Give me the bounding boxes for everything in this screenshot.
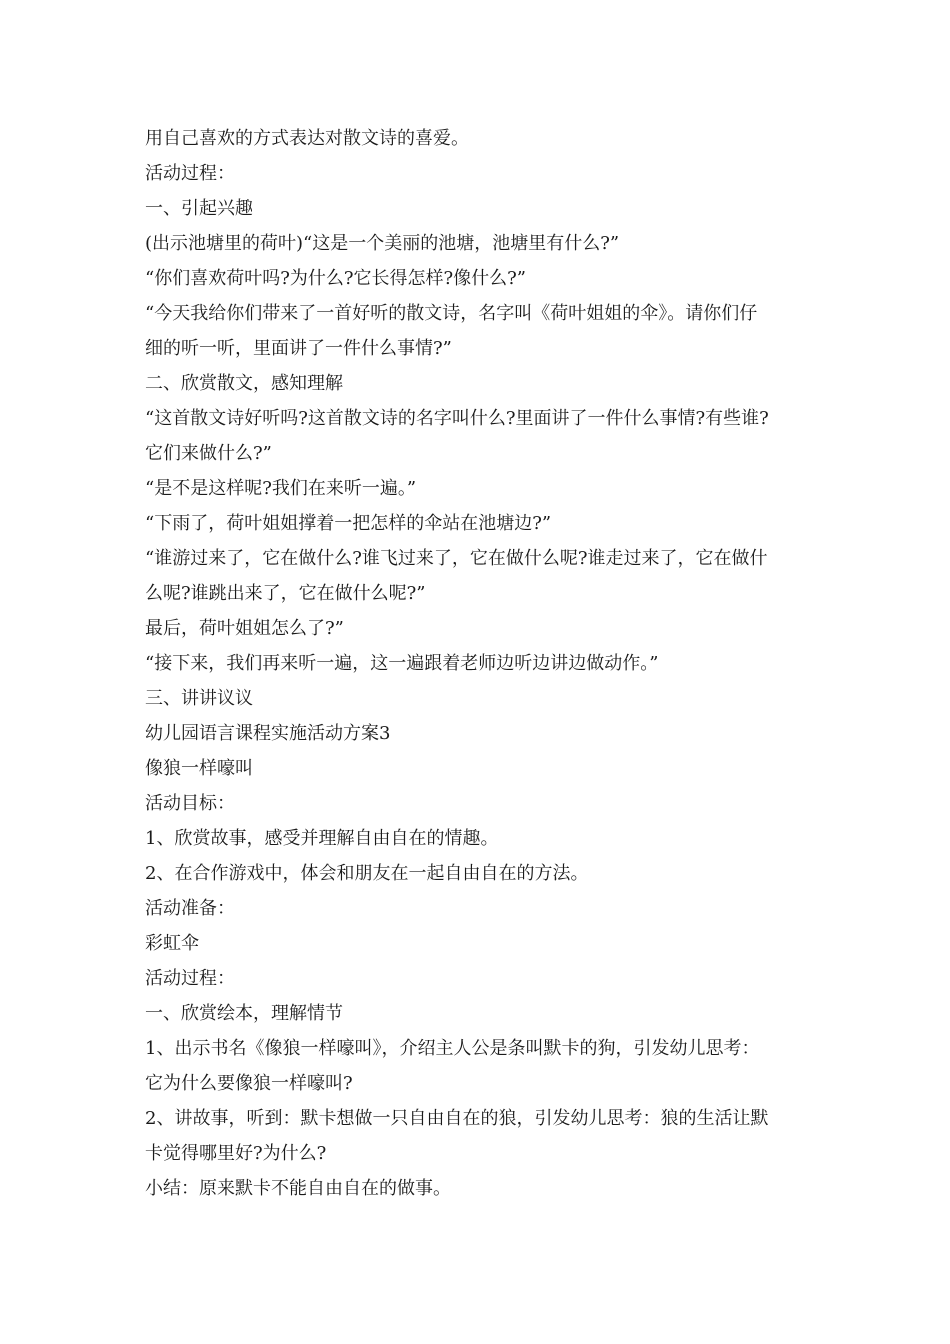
paragraph-line: “你们喜欢荷叶吗?为什么?它长得怎样?像什么?” <box>145 268 527 289</box>
section-heading: 一、欣赏绘本，理解情节 <box>145 1003 343 1024</box>
story-title: 像狼一样嚎叫 <box>145 758 253 779</box>
list-item: 1、出示书名《像狼一样嚎叫》，介绍主人公是条叫默卡的狗，引发幼儿思考： <box>145 1038 760 1059</box>
summary-line: 小结：原来默卡不能自由自在的做事。 <box>145 1178 451 1199</box>
paragraph-line: 最后，荷叶姐姐怎么了?” <box>145 618 344 639</box>
section-heading: 一、引起兴趣 <box>145 198 253 219</box>
list-item: 2、讲故事，听到：默卡想做一只自由自在的狼，引发幼儿思考：狼的生活让默 <box>145 1108 769 1129</box>
paragraph-line: 它们来做什么?” <box>145 443 272 464</box>
paragraph-line: (出示池塘里的荷叶)“这是一个美丽的池塘，池塘里有什么?” <box>145 233 620 254</box>
paragraph-line: “谁游过来了，它在做什么?谁飞过来了，它在做什么呢?谁走过来了，它在做什 <box>145 548 768 569</box>
section-heading: 二、欣赏散文，感知理解 <box>145 373 343 394</box>
section-heading: 三、讲讲议议 <box>145 688 253 709</box>
plan-title: 幼儿园语言课程实施活动方案3 <box>145 723 391 744</box>
document-body <box>145 121 810 1206</box>
paragraph-line: “今天我给你们带来了一首好听的散文诗，名字叫《荷叶姐姐的伞》。请你们仔 <box>145 303 758 324</box>
section-label: 活动准备： <box>145 898 235 919</box>
list-item: 1、欣赏故事，感受并理解自由自在的情趣。 <box>145 828 499 849</box>
paragraph-line: 它为什么要像狼一样嚎叫? <box>145 1073 353 1094</box>
paragraph-line: “下雨了，荷叶姐姐撑着一把怎样的伞站在池塘边?” <box>145 513 552 534</box>
paragraph-line: 卡觉得哪里好?为什么? <box>145 1143 327 1164</box>
section-label: 活动目标： <box>145 793 235 814</box>
section-label: 活动过程： <box>145 163 235 184</box>
paragraph-line: “是不是这样呢?我们在来听一遍。” <box>145 478 417 499</box>
list-item: 2、在合作游戏中，体会和朋友在一起自由自在的方法。 <box>145 863 589 884</box>
paragraph-line: 么呢?谁跳出来了，它在做什么呢?” <box>145 583 426 604</box>
paragraph-line: 细的听一听，里面讲了一件什么事情?” <box>145 338 452 359</box>
paragraph-line: “这首散文诗好听吗?这首散文诗的名字叫什么?里面讲了一件什么事情?有些谁? <box>145 408 769 429</box>
paragraph-line: “接下来，我们再来听一遍，这一遍跟着老师边听边讲边做动作。” <box>145 653 659 674</box>
paragraph-line: 用自己喜欢的方式表达对散文诗的喜爱。 <box>145 128 469 149</box>
section-label: 活动过程： <box>145 968 235 989</box>
paragraph-line: 彩虹伞 <box>145 933 199 954</box>
